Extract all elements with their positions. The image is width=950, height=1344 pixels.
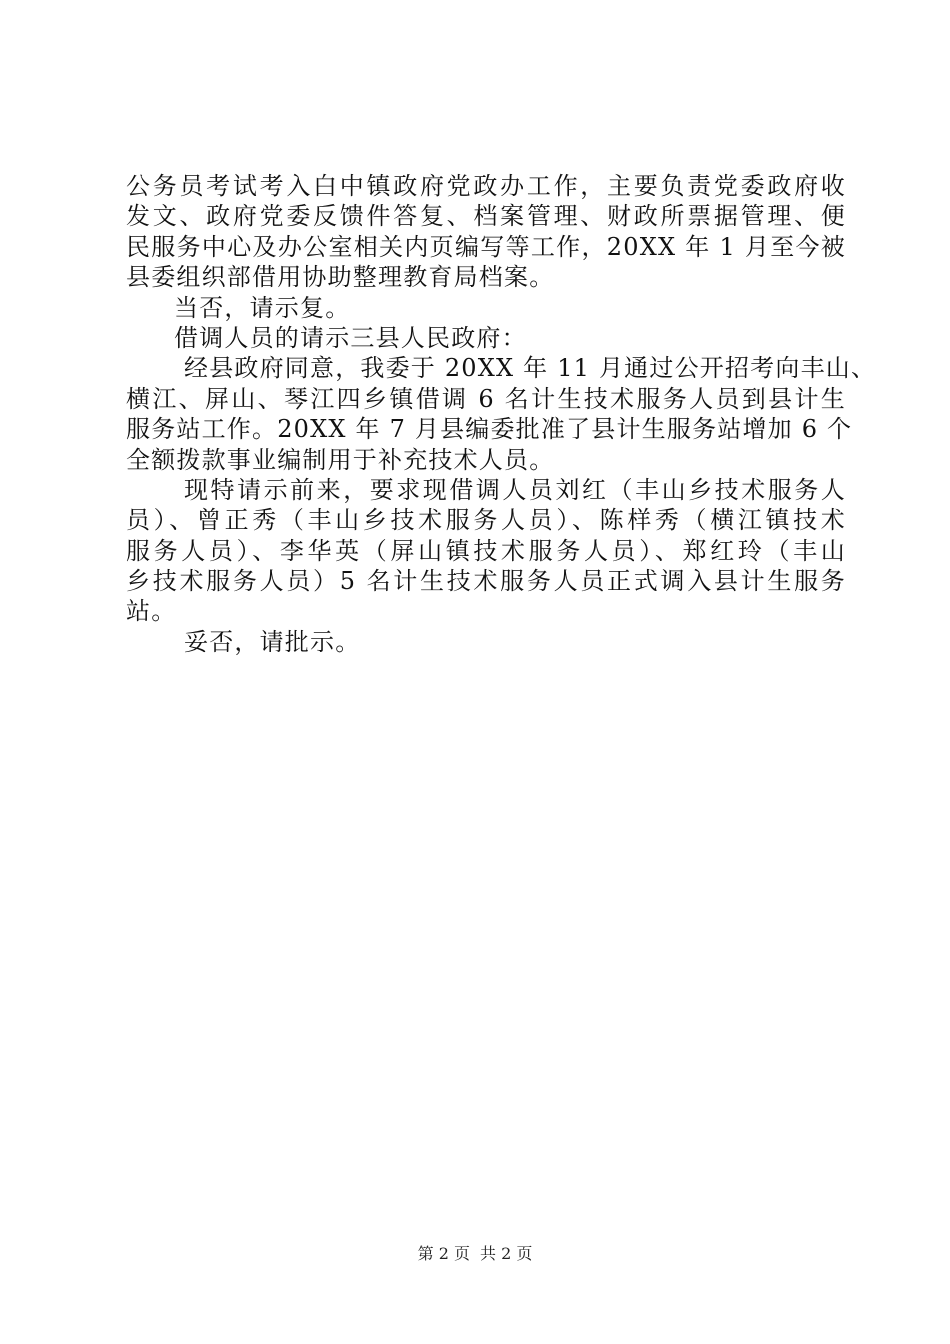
body-line: 横江、屏山、琴江四乡镇借调 6 名计生技术服务人员到县计生 [126, 384, 846, 413]
body-line: 发文、政府党委反馈件答复、档案管理、财政所票据管理、便 [126, 202, 846, 231]
body-line: 当否，请示复。 [174, 293, 351, 322]
body-line: 服务人员）、李华英（屏山镇技术服务人员）、郑红玲（丰山 [126, 536, 846, 565]
body-line: 全额拨款事业编制用于补充技术人员。 [126, 445, 555, 474]
page-number-current: 第 2 页 [417, 1244, 470, 1263]
body-line: 站。 [126, 597, 177, 626]
body-line: 借调人员的请示三县人民政府： [174, 323, 527, 352]
body-line: 公务员考试考入白中镇政府党政办工作，主要负责党委政府收 [126, 172, 846, 200]
page-number-total: 共 2 页 [480, 1244, 533, 1263]
body-line: 服务站工作。20XX 年 7 月县编委批准了县计生服务站增加 6 个 [126, 415, 853, 444]
body-line: 员）、曾正秀（丰山乡技术服务人员）、陈样秀（横江镇技术 [126, 506, 846, 535]
body-line: 乡技术服务人员）5 名计生技术服务人员正式调入县计生服务 [126, 567, 846, 596]
document-body [126, 171, 877, 657]
body-line: 现特请示前来，要求现借调人员刘红（丰山乡技术服务人 [184, 475, 846, 504]
body-line: 县委组织部借用协助整理教育局档案。 [126, 263, 555, 292]
page-footer [0, 1244, 950, 1264]
body-line: 民服务中心及办公室相关内页编写等工作，20XX 年 1 月至今被 [126, 232, 846, 261]
body-line: 妥否，请批示。 [184, 627, 361, 656]
body-line: 经县政府同意，我委于 20XX 年 11 月通过公开招考向丰山、 [184, 354, 877, 383]
